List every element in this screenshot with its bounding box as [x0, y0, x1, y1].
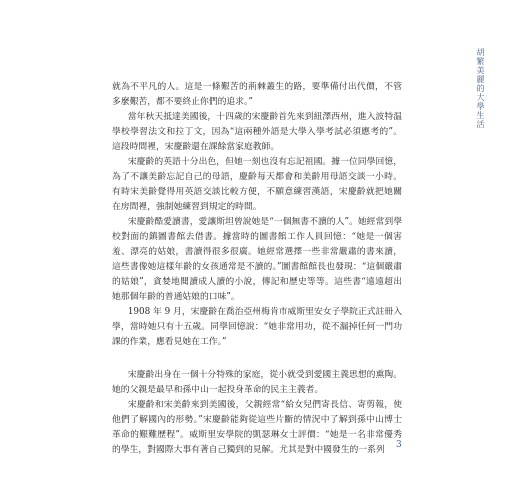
paragraph-1: 就為不平凡的人。這是一條艱苦的荊棘叢生的路，要準備付出代價，不管多麼艱苦，都不要終止你們的追求。”	[112, 82, 402, 107]
page-number: 3	[396, 440, 402, 450]
running-header: 胡繁美麗的大學生活	[476, 48, 485, 129]
body-text	[112, 80, 402, 458]
paragraph-2: 當年秋天抵達美國後，十四歲的宋慶齡首先來到紐澤西州，進入波特温學校學習法文和拉丁文，因為“這兩種外語是大學入學考試必須應考的”。這段時間裡，宋慶齡還在課餘當家庭教師。	[112, 112, 402, 152]
paragraph-7: 宋慶齡和宋美齡來到美國後，父親經常“給女兒們寄長信、寄剪報，使他們了解國內的形勢。”宋慶齡能夠從這些片斷的情況中了解到孫中山博士革命的艱難歷程”。威斯里安學院的凱瑟琳女士評價：“她是一名非常優秀的學生，對國際大事有著自己獨到的見解。尤其是對中國發生的一系列	[112, 400, 402, 455]
paragraph-5: 1908 年 9 月，宋慶齡在喬治亞州梅肯市威斯里安女子學院正式註冊入學，當時她只有十五歲。同學回憶說：“她非常用功，從不漏掉任何一門功課的作業，應看見她在工作。”	[112, 307, 402, 347]
paragraph-3: 宋慶齡的英語十分出色，但她一刻也沒有忘記祖國。據一位同學回憶，為了不讓美齡忘記自己的母語，慶齡每天都會和美齡用母語交談一小時。有時宋美齡覺得用英語交談比較方便，不願意練習漢語，宋慶齡就把她關在房間裡，強制她練習到規定的時間。	[112, 157, 402, 212]
paragraph-6: 宋慶齡出身在一個十分特殊的家庭，從小就受到愛國主義思想的熏陶。她的父親是最早和孫中山一起投身革命的民主主義者。	[112, 370, 402, 395]
paragraph-4: 宋慶齡酷愛讀書，愛讓斯坦曾說她是“一個無書不讀的人”。她經常到學校對面的鎮圖書館去借書。據當時的圖書館工作人員回憶：“她是一個害羞、漂亮的姑娘，書讀得很多很廣。她經常選擇一些非常嚴肅的書來讀，這些書像她這樣年齡的女孩通常是不讀的。”圖書館館長也發現：“這個嚴肅的姑娘”，貪婪地閱讀成人讀的小說，傳記和歷史等等。這些書“遠遠超出她那個年齡的普通姑娘的口味”。	[112, 217, 402, 302]
